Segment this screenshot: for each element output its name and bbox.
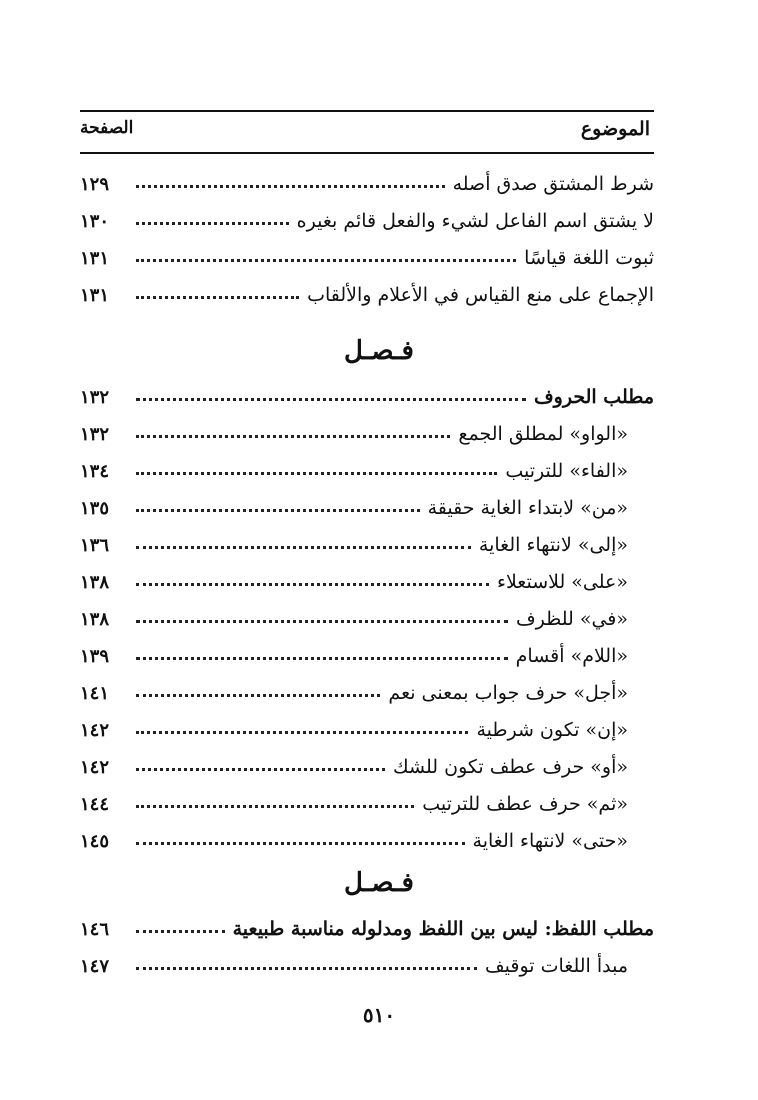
entry-page: ١٣١ — [80, 248, 110, 269]
entry-title: «اللام» أقسام — [515, 645, 628, 667]
entry-title: شرط المشتق صدق أصله — [452, 173, 654, 195]
entry-title: «الفاء» للترتيب — [505, 460, 628, 482]
toc-entry — [80, 822, 654, 852]
entry-title: «إن» تكون شرطية — [476, 719, 628, 741]
toc-entry-main — [80, 378, 654, 408]
entry-page: ١٤٧ — [80, 956, 110, 977]
header-topic: الموضوع — [580, 118, 650, 140]
dot-leader — [136, 842, 465, 845]
entry-page: ١٢٩ — [80, 174, 110, 195]
toc-entry — [80, 415, 654, 445]
dot-leader — [136, 731, 468, 734]
toc-entry — [80, 711, 654, 741]
entry-page: ١٤٦ — [80, 919, 110, 940]
entry-title: مبدأ اللغات توقيف — [484, 955, 628, 977]
entry-page: ١٣٠ — [80, 211, 110, 232]
toc-header — [80, 110, 654, 154]
toc-entry — [80, 947, 654, 977]
toc-entry — [80, 202, 654, 232]
entry-page: ١٣٢ — [80, 424, 110, 445]
entry-title: «في» للظرف — [515, 608, 628, 630]
toc-entry — [80, 239, 654, 269]
dot-leader — [136, 546, 471, 549]
section-heading: فـصـل — [344, 868, 414, 898]
entry-title: الإجماع على منع القياس في الأعلام والألقاب — [307, 284, 654, 306]
entry-title: «إلى» لانتهاء الغاية — [478, 534, 628, 556]
entry-page: ١٣٨ — [80, 572, 110, 593]
dot-leader — [136, 185, 445, 188]
toc-entry — [80, 276, 654, 306]
entry-title: لا يشتق اسم الفاعل لشيء والفعل قائم بغيره — [296, 210, 654, 232]
entry-title: «أو» حرف عطف تكون للشك — [393, 756, 628, 778]
entry-page: ١٣٩ — [80, 646, 110, 667]
entry-page: ١٣٦ — [80, 535, 110, 556]
toc-entry — [80, 452, 654, 482]
entry-page: ١٣٨ — [80, 609, 110, 630]
dot-leader — [136, 967, 477, 970]
entry-title: «على» للاستعلاء — [497, 571, 628, 593]
dot-leader — [136, 694, 380, 697]
toc-entry — [80, 489, 654, 519]
page-number: ٥١٠ — [362, 1003, 396, 1027]
dot-leader — [136, 398, 526, 401]
dot-leader — [136, 583, 489, 586]
toc-entry-main — [80, 910, 654, 940]
dot-leader — [136, 435, 450, 438]
dot-leader — [136, 259, 516, 262]
dot-leader — [136, 296, 299, 299]
entry-page: ١٣١ — [80, 285, 110, 306]
toc-entry — [80, 600, 654, 630]
toc-entry — [80, 563, 654, 593]
entry-title: مطلب اللفظ: ليس بين اللفظ ومدلوله مناسبة طبيعية — [232, 918, 654, 940]
dot-leader — [136, 930, 225, 933]
entry-page: ١٤٤ — [80, 794, 110, 815]
toc-entry — [80, 526, 654, 556]
entry-title: «الواو» لمطلق الجمع — [458, 423, 628, 445]
toc-entry — [80, 748, 654, 778]
dot-leader — [136, 620, 508, 623]
entry-title: «أجل» حرف جواب بمعنى نعم — [388, 682, 628, 704]
dot-leader — [136, 509, 420, 512]
entry-page: ١٣٢ — [80, 387, 110, 408]
entry-title: مطلب الحروف — [533, 386, 654, 408]
dot-leader — [136, 768, 385, 771]
dot-leader — [136, 657, 508, 660]
entry-title: «ثم» حرف عطف للترتيب — [422, 793, 628, 815]
entry-page: ١٤١ — [80, 683, 110, 704]
toc-entry — [80, 165, 654, 195]
entry-page: ١٣٥ — [80, 498, 110, 519]
dot-leader — [136, 472, 497, 475]
entry-page: ١٤٢ — [80, 720, 110, 741]
toc-entry — [80, 637, 654, 667]
dot-leader — [136, 222, 289, 225]
entry-page: ١٤٥ — [80, 831, 110, 852]
section-heading: فـصـل — [344, 336, 414, 366]
dot-leader — [136, 805, 414, 808]
header-page: الصفحة — [80, 118, 134, 138]
entry-page: ١٤٢ — [80, 757, 110, 778]
entry-title: ثبوت اللغة قياسًا — [524, 247, 654, 269]
entry-title: «من» لابتداء الغاية حقيقة — [427, 497, 628, 519]
entry-page: ١٣٤ — [80, 461, 110, 482]
toc-entry — [80, 674, 654, 704]
entry-title: «حتى» لانتهاء الغاية — [472, 830, 628, 852]
toc-entry — [80, 785, 654, 815]
